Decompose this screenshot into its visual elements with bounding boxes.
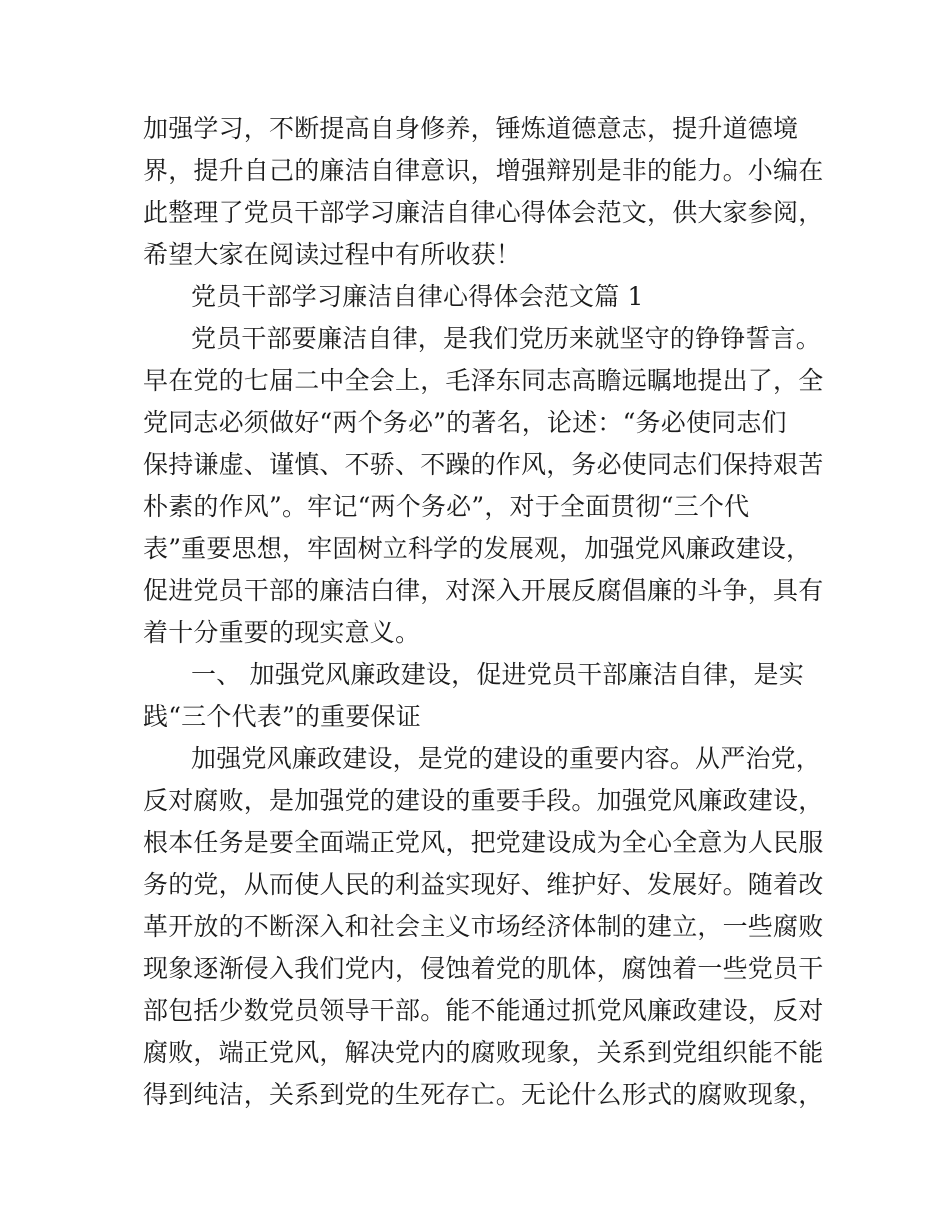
text-line: 一、 加强党风廉政建设，促进党员干部廉洁自律，是实 bbox=[191, 660, 804, 689]
text-line: 党同志必须做好“两个务必”的著名，论述：“务必使同志们 bbox=[143, 408, 787, 437]
text-line: 朴素的作风”。牢记“两个务必”，对于全面贯彻“三个代 bbox=[143, 492, 750, 521]
text-line: 根本任务是要全面端正党风，把党建设成为全心全意为人民服 bbox=[143, 828, 824, 857]
text-line: 得到纯洁，关系到党的生死存亡。无论什么形式的腐败现象， bbox=[143, 1080, 824, 1109]
text-line: 践“三个代表”的重要保证 bbox=[143, 702, 421, 731]
text-line: 希望大家在阅读过程中有所收获！ bbox=[143, 240, 522, 269]
document-body bbox=[143, 108, 824, 1116]
text-line: 保持谦虚、谨慎、不骄、不躁的作风，务必使同志们保持艰苦 bbox=[143, 450, 824, 479]
text-line: 促进党员干部的廉洁白律，对深入开展反腐倡廉的斗争，具有 bbox=[143, 576, 824, 605]
text-line: 早在党的七届二中全会上，毛泽东同志高瞻远瞩地提出了，全 bbox=[143, 366, 824, 395]
text-line: 界，提升自己的廉洁自律意识，增强辩别是非的能力。小编在 bbox=[143, 156, 824, 185]
text-line: 腐败，端正党风，解决党内的腐败现象，关系到党组织能不能 bbox=[143, 1038, 824, 1067]
text-line: 部包括少数党员领导干部。能不能通过抓党风廉政建设，反对 bbox=[143, 996, 824, 1025]
text-line: 现象逐渐侵入我们党内，侵蚀着党的肌体，腐蚀着一些党员干 bbox=[143, 954, 824, 983]
text-line: 加强党风廉政建设，是党的建设的重要内容。从严治党， bbox=[191, 744, 822, 773]
text-line: 表”重要思想，牢固树立科学的发展观，加强党风廉政建设， bbox=[143, 534, 812, 563]
text-line: 加强学习，不断提高自身修养，锤炼道德意志，提升道德境 bbox=[143, 114, 799, 143]
text-line: 着十分重要的现实意义。 bbox=[143, 618, 421, 647]
text-line: 党员干部学习廉洁自律心得体会范文篇 1 bbox=[191, 282, 644, 311]
text-line: 革开放的不断深入和社会主义市场经济体制的建立，一些腐败 bbox=[143, 912, 824, 941]
text-line: 务的党，从而使人民的利益实现好、维护好、发展好。随着改 bbox=[143, 870, 824, 899]
text-line: 党员干部要廉洁自律，是我们党历来就坚守的铮铮誓言。 bbox=[191, 324, 822, 353]
text-line: 反对腐败，是加强党的建设的重要手段。加强党风廉政建设， bbox=[143, 786, 824, 815]
text-line: 此整理了党员干部学习廉洁自律心得体会范文，供大家参阅， bbox=[143, 198, 824, 227]
